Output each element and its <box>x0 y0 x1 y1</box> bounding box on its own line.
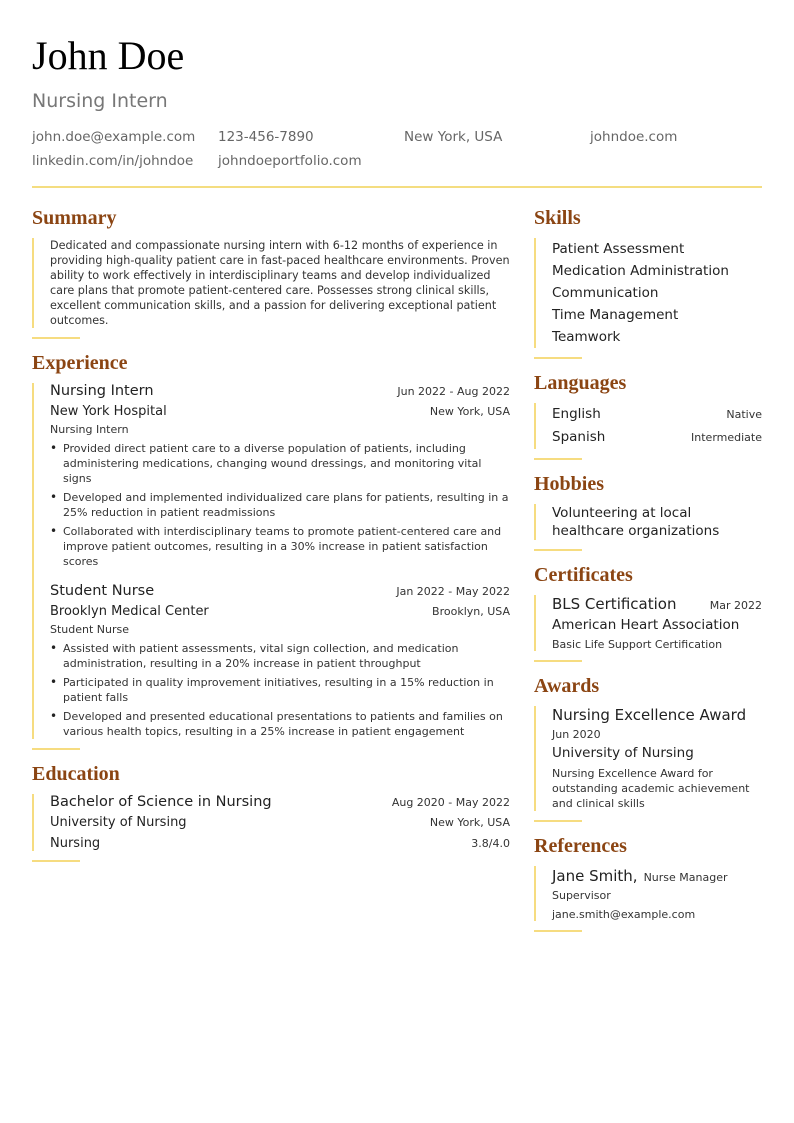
contact-website[interactable]: johndoe.com <box>590 129 678 145</box>
section-underline <box>32 860 80 862</box>
skill-item: Patient Assessment <box>552 240 685 257</box>
experience-heading: Experience <box>32 351 128 374</box>
contact-info <box>32 129 762 169</box>
language-level: Intermediate <box>691 430 762 444</box>
reference-email[interactable]: jane.smith@example.com <box>552 907 696 921</box>
candidate-name: John Doe <box>32 33 185 78</box>
award-desc: Nursing Excellence Award for outstanding academic achievement and clinical skills <box>552 766 750 810</box>
section-underline <box>534 549 582 551</box>
skills-heading: Skills <box>534 206 581 229</box>
job-title: Student Nurse <box>50 582 155 599</box>
two-column-body <box>32 206 762 944</box>
job-bullet: • Developed and implemented individualized care plans for patients, resulting in a 25% reduction in patient readmissions <box>50 490 510 520</box>
summary-heading: Summary <box>32 206 117 229</box>
hobbies-body <box>534 504 762 540</box>
header-divider <box>32 186 762 188</box>
language-level: Native <box>726 407 762 421</box>
job-date: Jan 2022 - May 2022 <box>396 584 510 598</box>
right-column <box>534 206 762 944</box>
summary-body <box>32 238 510 328</box>
reference-company: Supervisor <box>552 888 611 902</box>
education-date: Aug 2020 - May 2022 <box>391 795 510 809</box>
skill-item: Communication <box>552 284 659 301</box>
contact-location: New York, USA <box>404 129 503 145</box>
certificates-section <box>534 563 762 662</box>
languages-section <box>534 371 762 460</box>
certificates-body <box>534 595 762 651</box>
experience-section <box>32 351 510 750</box>
contact-linkedin[interactable]: linkedin.com/in/johndoe <box>32 153 194 169</box>
contact-phone[interactable]: 123-456-7890 <box>218 129 314 145</box>
candidate-title: Nursing Intern <box>32 90 168 112</box>
education-location: New York, USA <box>429 815 510 829</box>
job-bullet: • Provided direct patient care to a diverse population of patients, including administering medications, changing wound dressings, and monitoring vital signs <box>50 441 510 486</box>
skills-body <box>534 238 762 348</box>
job-title: Nursing Intern <box>50 382 154 399</box>
section-underline <box>32 748 80 750</box>
contact-portfolio[interactable]: johndoeportfolio.com <box>218 153 362 169</box>
job-location: New York, USA <box>429 404 510 418</box>
job-company: Brooklyn Medical Center <box>50 603 209 619</box>
hobby-item: Volunteering at local healthcare organizations <box>552 504 720 539</box>
experience-body <box>32 383 510 739</box>
section-underline <box>534 820 582 822</box>
education-field: Nursing <box>50 835 101 851</box>
skill-item: Medication Administration <box>552 262 729 279</box>
job-bullets <box>50 441 510 569</box>
job-company: New York Hospital <box>50 403 167 419</box>
education-gpa: 3.8/4.0 <box>471 836 510 850</box>
job-bullet: • Developed and presented educational presentations to patients and families on various health topics, resulting in a 25% increase in patient engagement <box>50 709 510 739</box>
hobbies-heading: Hobbies <box>534 472 605 495</box>
job-entry <box>50 383 510 569</box>
section-underline <box>534 357 582 359</box>
skill-item: Time Management <box>552 306 679 323</box>
section-underline <box>534 930 582 932</box>
certificates-heading: Certificates <box>534 563 633 586</box>
job-bullets <box>50 641 510 739</box>
education-school: University of Nursing <box>50 814 187 830</box>
certificate-name: BLS Certification <box>552 594 677 613</box>
job-bullet: • Participated in quality improvement initiatives, resulting in a 15% reduction in patient falls <box>50 675 510 705</box>
languages-heading: Languages <box>534 371 627 394</box>
certificate-desc: Basic Life Support Certification <box>552 637 723 651</box>
language-row <box>552 403 762 426</box>
certificate-org: American Heart Association <box>552 616 740 633</box>
job-date: Jun 2022 - Aug 2022 <box>397 384 510 398</box>
reference-title: Nurse Manager <box>643 870 728 884</box>
award-date: Jun 2020 <box>552 727 601 741</box>
contact-email[interactable]: john.doe@example.com <box>32 129 196 145</box>
award-name: Nursing Excellence Award <box>552 705 747 724</box>
reference-name: Jane Smith, <box>552 866 638 885</box>
job-role: Student Nurse <box>50 622 130 636</box>
references-heading: References <box>534 834 627 857</box>
awards-body <box>534 706 762 811</box>
awards-section <box>534 674 762 822</box>
job-entry <box>50 583 510 739</box>
language-name: English <box>552 405 601 422</box>
award-org: University of Nursing <box>552 744 694 761</box>
job-location: Brooklyn, USA <box>432 604 510 618</box>
left-column <box>32 206 510 944</box>
hobbies-section <box>534 472 762 551</box>
references-body <box>534 866 762 921</box>
skills-section <box>534 206 762 359</box>
section-underline <box>534 458 582 460</box>
job-bullet: • Collaborated with interdisciplinary teams to promote patient-centered care and improve patient outcomes, resulting in a 30% increase in patient satisfaction scores <box>50 524 510 569</box>
summary-section <box>32 206 510 339</box>
language-name: Spanish <box>552 428 606 445</box>
job-role: Nursing Intern <box>50 422 129 436</box>
section-underline <box>534 660 582 662</box>
certificate-date: Mar 2022 <box>709 598 762 612</box>
education-heading: Education <box>32 762 120 785</box>
languages-body <box>534 403 762 449</box>
job-bullet: • Assisted with patient assessments, vital sign collection, and medication administration, resulting in a 20% increase in patient throughput <box>50 641 510 671</box>
awards-heading: Awards <box>534 674 600 697</box>
summary-text: Dedicated and compassionate nursing intern with 6-12 months of experience in providing high-quality patient care in fast-paced healthcare environments. Proven ability to work effectively in interdisciplinary teams and develop individualized care plans that promote patient-centered care. Possesses strong clinical skills, excellent communication skills, and a passion for delivering exceptional patient outcomes. <box>50 238 510 327</box>
education-body <box>32 794 510 851</box>
references-section <box>534 834 762 932</box>
education-section <box>32 762 510 862</box>
language-row <box>552 426 762 449</box>
skill-item: Teamwork <box>552 328 621 345</box>
section-underline <box>32 337 80 339</box>
education-degree: Bachelor of Science in Nursing <box>50 793 272 810</box>
